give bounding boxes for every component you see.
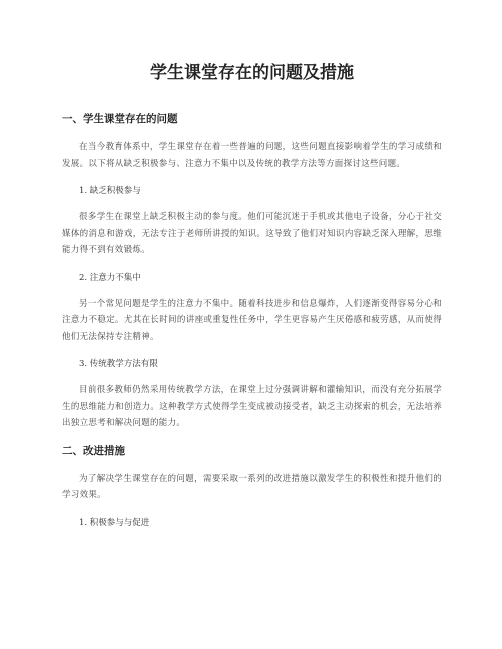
subheading-inattention: 2. 注意力不集中: [79, 272, 141, 283]
paragraph-inattention: 另一个常见问题是学生的注意力不集中。随着科技进步和信息爆炸，人们逐渐变得容易分心和注意力不稳定。尤其在长时间的讲座或重复性任务中，学生更容易产生厌倦感和疲劳感，从而使得他们无法保持专注精神。: [62, 298, 442, 342]
section-measures: [62, 444, 442, 530]
section-intro-problems: 在当今教育体系中，学生课堂存在着一些普遍的问题，这些问题直接影响着学生的学习成绩和发展。以下将从缺乏积极参与、注意力不集中以及传统的教学方法等方面探讨这些问题。: [62, 142, 442, 169]
section-heading-measures: 二、改进措施: [62, 444, 125, 457]
subheading-traditional-teaching: 3. 传统教学方法有限: [79, 359, 158, 369]
paragraph-lack-participation: 很多学生在课堂上缺乏积极主动的参与度。他们可能沉迷于手机或其他电子设备，分心于社交媒体的消息和游戏，无法专注于老师所讲授的知识。这导致了他们对知识内容缺乏深入理解，思维能力得不到有效锻炼。: [62, 212, 442, 255]
subheading-lack-participation: 1. 缺乏积极参与: [79, 186, 141, 196]
subheading-active-participation: 1. 积极参与与促进: [79, 517, 150, 528]
section-heading-problems: 一、学生课堂存在的问题: [62, 113, 178, 125]
section-intro-measures: 为了解决学生课堂存在的问题，需要采取一系列的改进措施以激发学生的积极性和提升他们的学习效果。: [62, 473, 442, 500]
paragraph-traditional-teaching: 目前很多教师仍然采用传统教学方法，在课堂上过分强调讲解和灌输知识，而没有充分拓展学生的思维能力和创造力。这种教学方式使得学生变成被动接受者，缺乏主动探索的机会，无法培养出独立思考和解决问题的能力。: [62, 385, 442, 428]
section-problems: [62, 112, 442, 432]
document-title: 学生课堂存在的问题及措施: [150, 63, 354, 83]
